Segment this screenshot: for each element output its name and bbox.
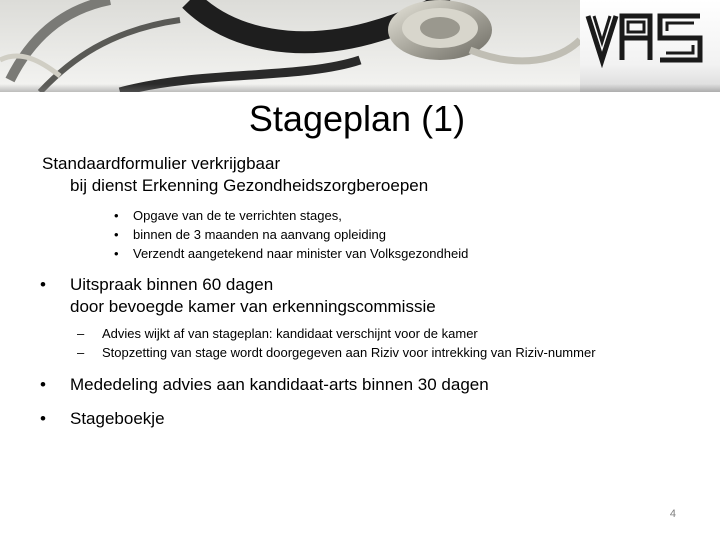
bullet-item-3 xyxy=(40,408,165,430)
bullet-1-line-2: door bevoegde kamer van erkenningscommissie xyxy=(70,297,436,316)
list-item: – Advies wijkt af van stageplan: kandidaat verschijnt voor de kamer xyxy=(77,326,478,341)
bullet-icon: • xyxy=(114,227,119,242)
bullet-1-line-1: Uitspraak binnen 60 dagen xyxy=(70,275,274,294)
bullet-item-1 xyxy=(40,274,436,318)
intro-paragraph xyxy=(42,153,428,197)
dash-icon: – xyxy=(77,326,85,341)
list-item: • Verzendt aangetekend naar minister van Volksgezondheid xyxy=(114,246,469,261)
bullet-1-sub-list xyxy=(77,324,596,362)
bullet-icon: • xyxy=(40,409,46,428)
bullet-icon: • xyxy=(114,208,119,223)
banner-shadow xyxy=(0,84,720,92)
slide-title: Stageplan (1) xyxy=(248,98,466,139)
intro-sub-list xyxy=(114,206,468,263)
dash-icon: – xyxy=(77,345,85,360)
bullet-icon: • xyxy=(40,275,46,294)
intro-line-2: bij dienst Erkenning Gezondheidszorgberoepen xyxy=(70,176,429,195)
page-number: 4 xyxy=(669,508,676,520)
header-banner xyxy=(0,0,720,92)
list-item: • Opgave van de te verrichten stages, xyxy=(114,208,342,223)
list-item: • binnen de 3 maanden na aanvang opleiding xyxy=(114,227,386,242)
bullet-2-text: Mededeling advies aan kandidaat-arts binnen 30 dagen xyxy=(70,375,489,394)
bullet-3-text: Stageboekje xyxy=(70,409,165,428)
vas-logo xyxy=(584,10,706,68)
bullet-item-2 xyxy=(40,374,489,396)
bullet-icon: • xyxy=(40,375,46,394)
intro-line-1: Standaardformulier verkrijgbaar xyxy=(42,154,281,173)
list-item: – Stopzetting van stage wordt doorgegeven aan Riziv voor intrekking van Riziv-nummer xyxy=(77,345,596,360)
bullet-icon: • xyxy=(114,246,119,261)
stethoscope-image xyxy=(0,0,580,92)
